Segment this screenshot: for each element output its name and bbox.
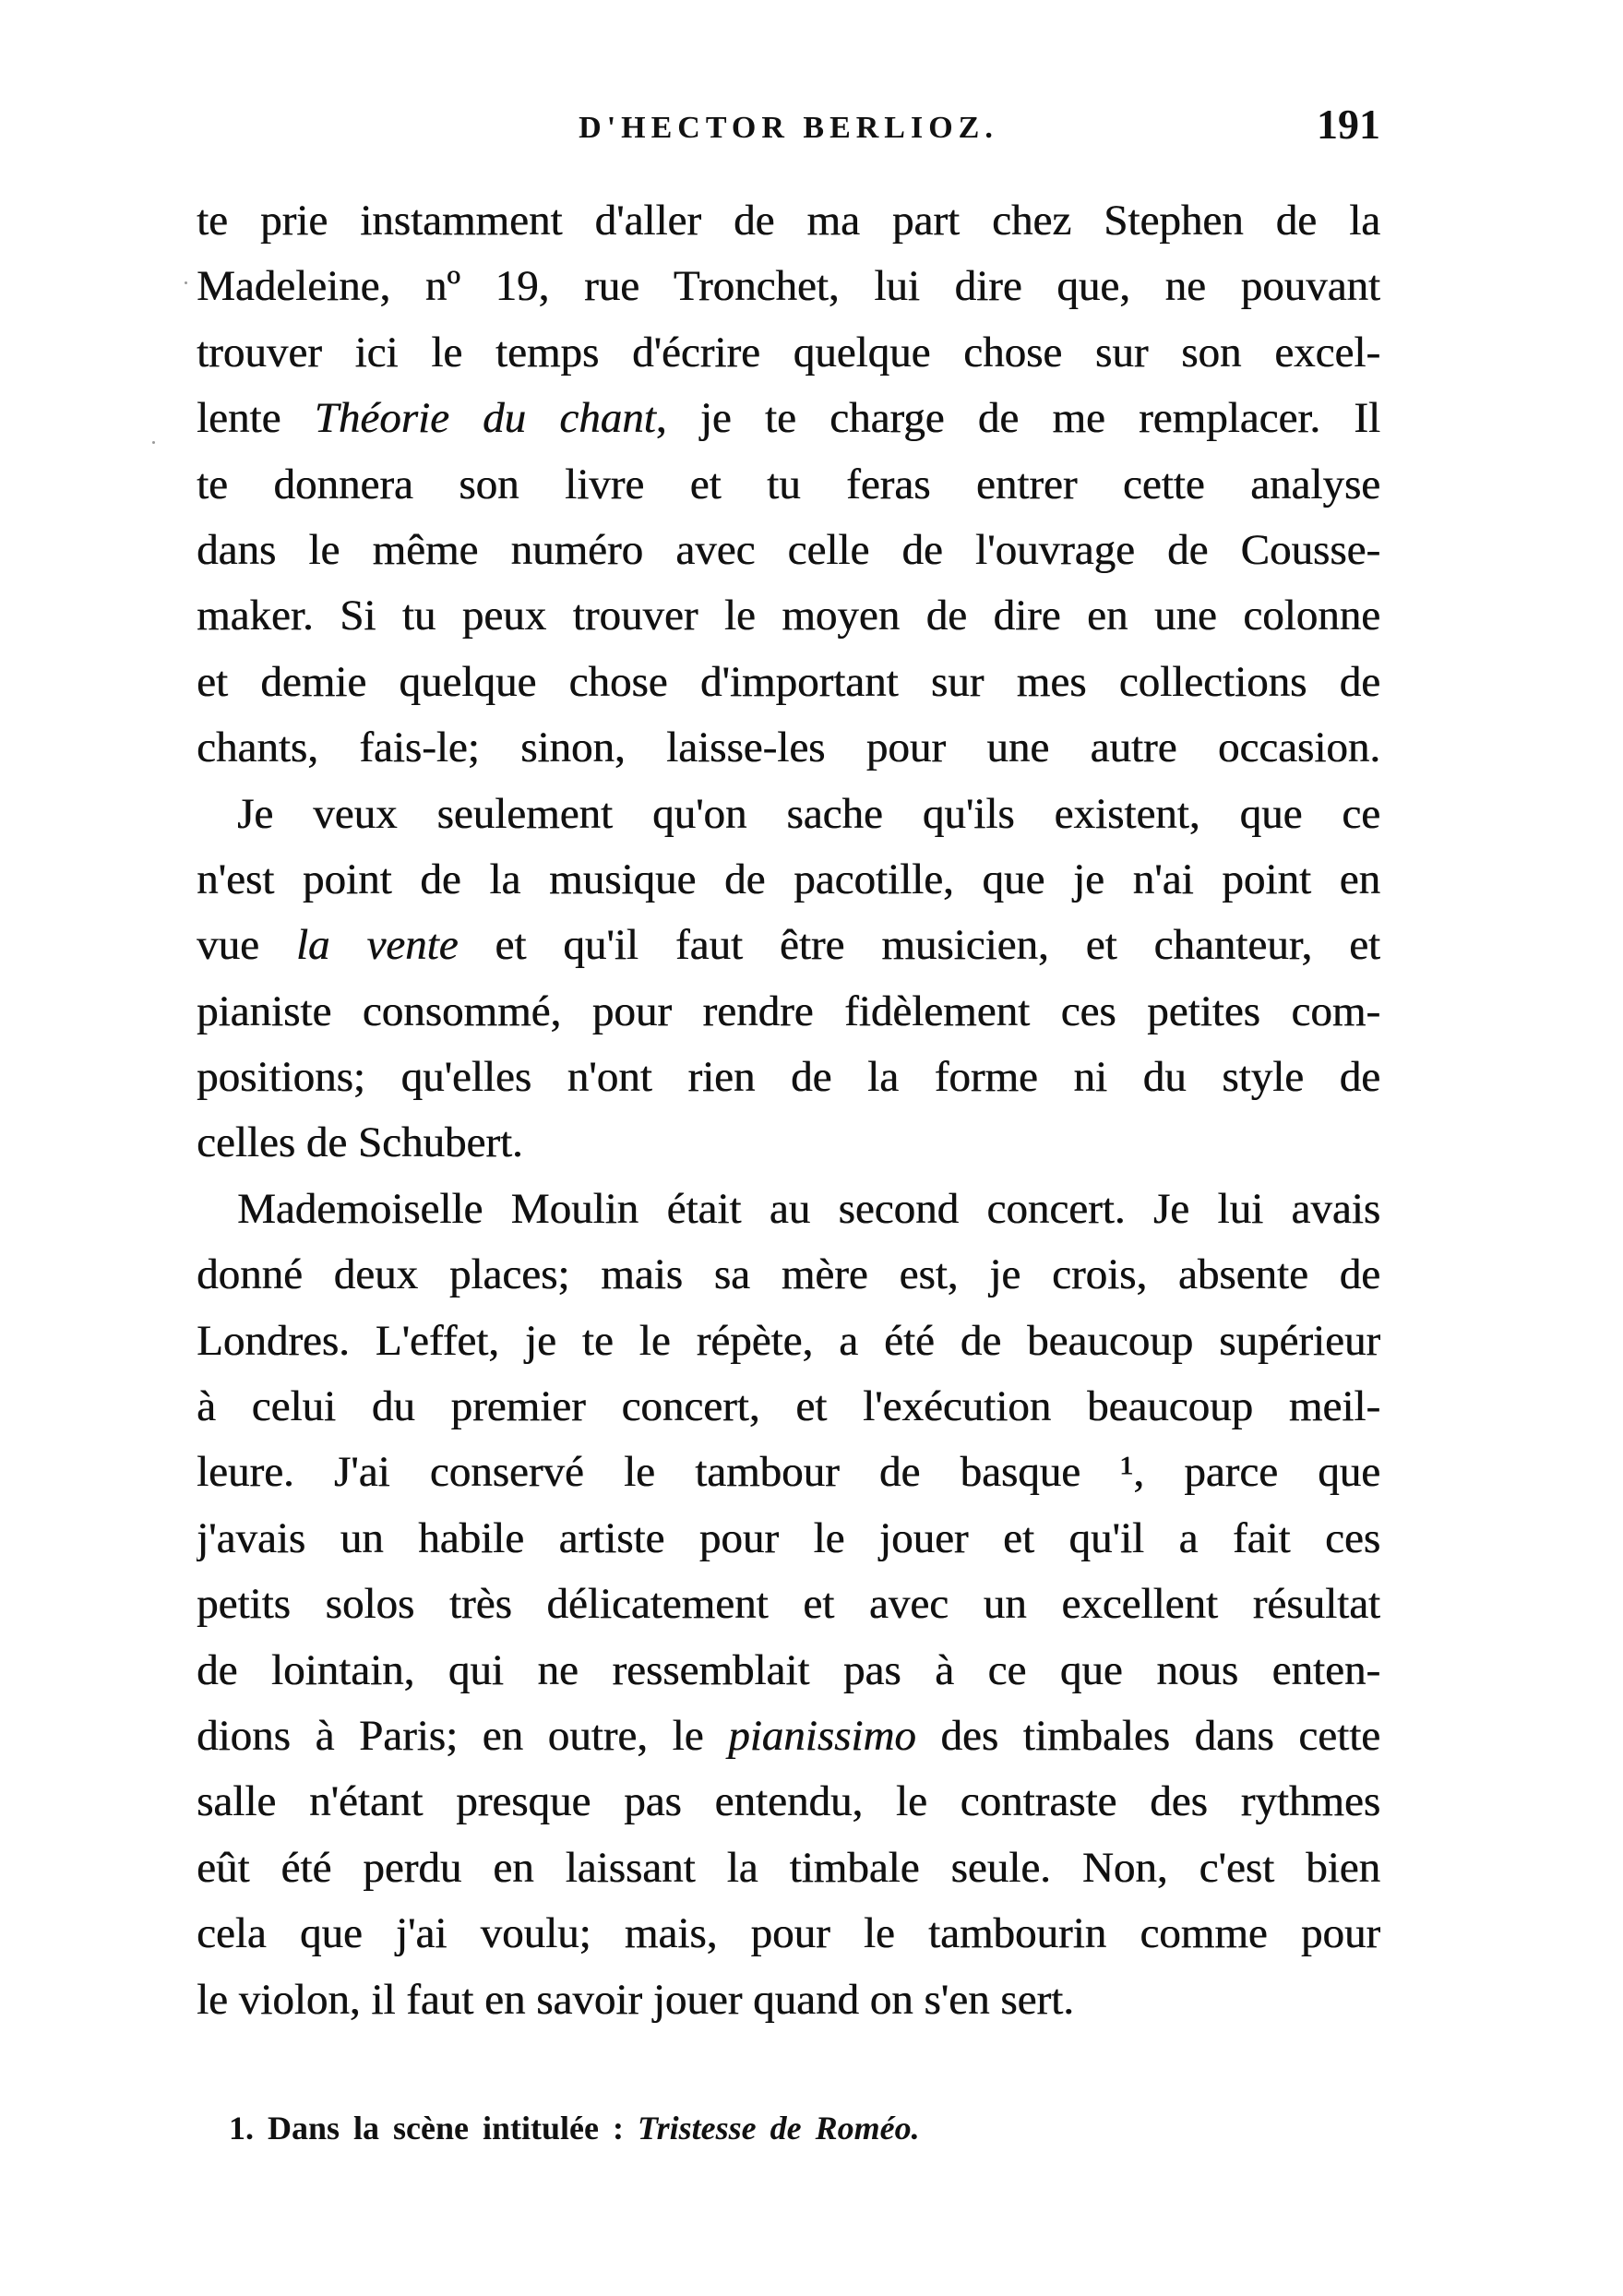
- text-line: [197, 1110, 1380, 1176]
- text-segment: lente: [197, 394, 315, 443]
- text-segment: le violon, il faut en savoir jouer quand on s'en sert.: [197, 1975, 1074, 2024]
- text-segment: Londres. L'effet, je te le répète, a été de beaucoup supérieur: [197, 1316, 1380, 1365]
- text-segment: et demie quelque chose d'important sur mes collections de: [197, 657, 1380, 706]
- text-line: [197, 1967, 1380, 2033]
- text-line: [197, 715, 1380, 781]
- text-line: [197, 386, 1380, 451]
- text-segment: des timbales dans cette: [915, 1711, 1380, 1760]
- italic-text: Théorie du chant: [314, 394, 656, 443]
- text-segment: te donnera son livre et tu feras entrer cette analyse: [197, 460, 1380, 508]
- footnote-number: 1.: [229, 2110, 254, 2147]
- text-line: [197, 1572, 1380, 1637]
- text-line: [197, 1374, 1380, 1440]
- text-segment: chants, fais-le; sinon, laisse-les pour une autre occasion.: [197, 723, 1380, 772]
- italic-text: pianissimo: [728, 1711, 916, 1760]
- text-segment: positions; qu'elles n'ont rien de la forme ni du style de: [197, 1053, 1380, 1102]
- text-segment: Mademoiselle Moulin était au second concert. Je lui avais: [237, 1184, 1380, 1233]
- text-segment: donné deux places; mais sa mère est, je crois, absente de: [197, 1250, 1380, 1299]
- text-line: [197, 1506, 1380, 1572]
- text-line: [197, 913, 1380, 978]
- text-segment: Je veux seulement qu'on sache qu'ils existent, que ce: [237, 789, 1380, 838]
- text-line: [197, 847, 1380, 913]
- text-segment: Madeleine, nº 19, rue Tronchet, lui dire que, ne pouvant: [197, 262, 1380, 311]
- text-line: [197, 518, 1380, 583]
- text-line: [197, 320, 1380, 386]
- footnote-title: Tristesse de Roméo.: [637, 2110, 920, 2147]
- text-segment: salle n'étant presque pas entendu, le contraste des rythmes: [197, 1777, 1380, 1826]
- body-text: [197, 188, 1380, 2033]
- text-segment: maker. Si tu peux trouver le moyen de dire en une colonne: [197, 592, 1380, 640]
- text-segment: j'avais un habile artiste pour le jouer et qu'il a fait ces: [197, 1513, 1380, 1562]
- text-line: [197, 583, 1380, 649]
- text-segment: vue: [197, 921, 296, 970]
- scan-speck: [152, 441, 155, 444]
- scan-speck: [185, 281, 187, 284]
- text-segment: , je te charge de me remplacer. Il: [655, 394, 1380, 443]
- text-segment: trouver ici le temps d'écrire quelque chose sur son excel-: [197, 328, 1380, 377]
- text-segment: eût été perdu en laissant la timbale seule. Non, c'est bien: [197, 1843, 1380, 1892]
- running-header: [197, 100, 1380, 159]
- text-segment: n'est point de la musique de pacotille, que je n'ai point en: [197, 855, 1380, 903]
- text-segment: petits solos très délicatement et avec un excellent résultat: [197, 1580, 1380, 1629]
- text-segment: de lointain, qui ne ressemblait pas à ce que nous enten-: [197, 1645, 1380, 1694]
- text-line: [197, 254, 1380, 319]
- text-line: [197, 1769, 1380, 1835]
- text-segment: dions à Paris; en outre, le: [197, 1711, 729, 1760]
- text-line: [197, 1440, 1380, 1505]
- text-segment: te prie instamment d'aller de ma part chez Stephen de la: [197, 197, 1380, 245]
- text-line: [197, 1836, 1380, 1901]
- text-line: [197, 979, 1380, 1045]
- text-line: [197, 1309, 1380, 1374]
- text-segment: à celui du premier concert, et l'exécution beaucoup meil-: [197, 1382, 1380, 1431]
- text-segment: dans le même numéro avec celle de l'ouvrage de Cousse-: [197, 525, 1380, 574]
- text-line: [197, 1177, 1380, 1242]
- text-line: [197, 782, 1380, 847]
- text-line: [197, 1901, 1380, 1967]
- text-segment: celles de Schubert.: [197, 1118, 523, 1167]
- footnote: [229, 2109, 920, 2147]
- text-line: [197, 1704, 1380, 1769]
- text-line: [197, 452, 1380, 518]
- text-segment: et qu'il faut être musicien, et chanteur, et: [458, 921, 1380, 970]
- page-number: 191: [1317, 101, 1380, 148]
- text-line: [197, 1638, 1380, 1704]
- text-segment: pianiste consommé, pour rendre fidèlement ces petites com-: [197, 987, 1380, 1035]
- text-line: [197, 188, 1380, 254]
- text-segment: leure. J'ai conservé le tambour de basque ¹, parce que: [197, 1448, 1380, 1497]
- text-line: [197, 650, 1380, 715]
- italic-text: la vente: [295, 921, 459, 970]
- text-line: [197, 1242, 1380, 1308]
- text-line: [197, 1045, 1380, 1110]
- footnote-text: Dans la scène intitulée :: [268, 2110, 638, 2147]
- text-segment: cela que j'ai voulu; mais, pour le tambourin comme pour: [197, 1909, 1380, 1958]
- running-title: D'HECTOR BERLIOZ.: [579, 111, 998, 145]
